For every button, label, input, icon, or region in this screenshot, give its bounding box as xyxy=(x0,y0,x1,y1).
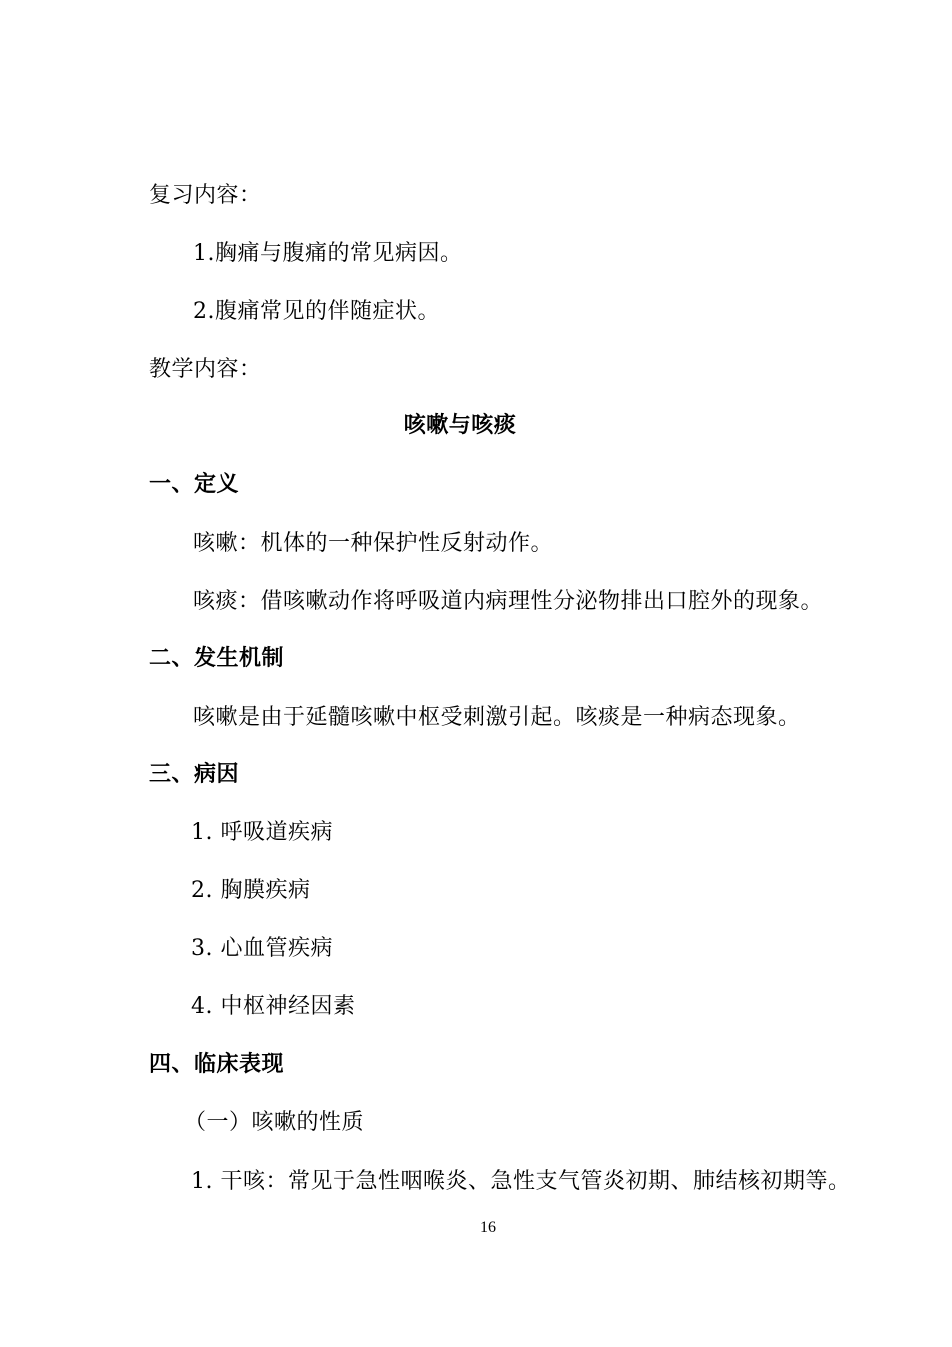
clinical-item: 1. 干咳：常见于急性咽喉炎、急性支气管炎初期、肺结核初期等。 xyxy=(191,1169,851,1194)
document-title: 咳嗽与咳痰 xyxy=(403,413,517,438)
section-heading-mechanism: 二、发生机制 xyxy=(149,646,285,671)
cause-item: 1. 呼吸道疾病 xyxy=(191,820,333,845)
cause-item: 2. 胸膜疾病 xyxy=(191,878,311,903)
page-number: 16 xyxy=(480,1219,496,1236)
review-item: 2.腹痛常见的伴随症状。 xyxy=(193,299,440,324)
section-heading-definition: 一、定义 xyxy=(149,472,240,497)
mechanism-text: 咳嗽是由于延髓咳嗽中枢受刺激引起。咳痰是一种病态现象。 xyxy=(193,705,801,730)
teaching-heading: 教学内容： xyxy=(149,357,262,382)
review-item: 1.胸痛与腹痛的常见病因。 xyxy=(193,241,463,266)
section-heading-clinical: 四、临床表现 xyxy=(149,1052,285,1077)
clinical-subheading: （一）咳嗽的性质 xyxy=(184,1110,365,1135)
review-heading: 复习内容： xyxy=(149,183,262,208)
cause-item: 4. 中枢神经因素 xyxy=(191,994,356,1019)
section-heading-causes: 三、病因 xyxy=(149,762,240,787)
definition-cough: 咳嗽：机体的一种保护性反射动作。 xyxy=(193,531,554,556)
cause-item: 3. 心血管疾病 xyxy=(191,936,333,961)
definition-sputum: 咳痰：借咳嗽动作将呼吸道内病理性分泌物排出口腔外的现象。 xyxy=(193,589,824,614)
